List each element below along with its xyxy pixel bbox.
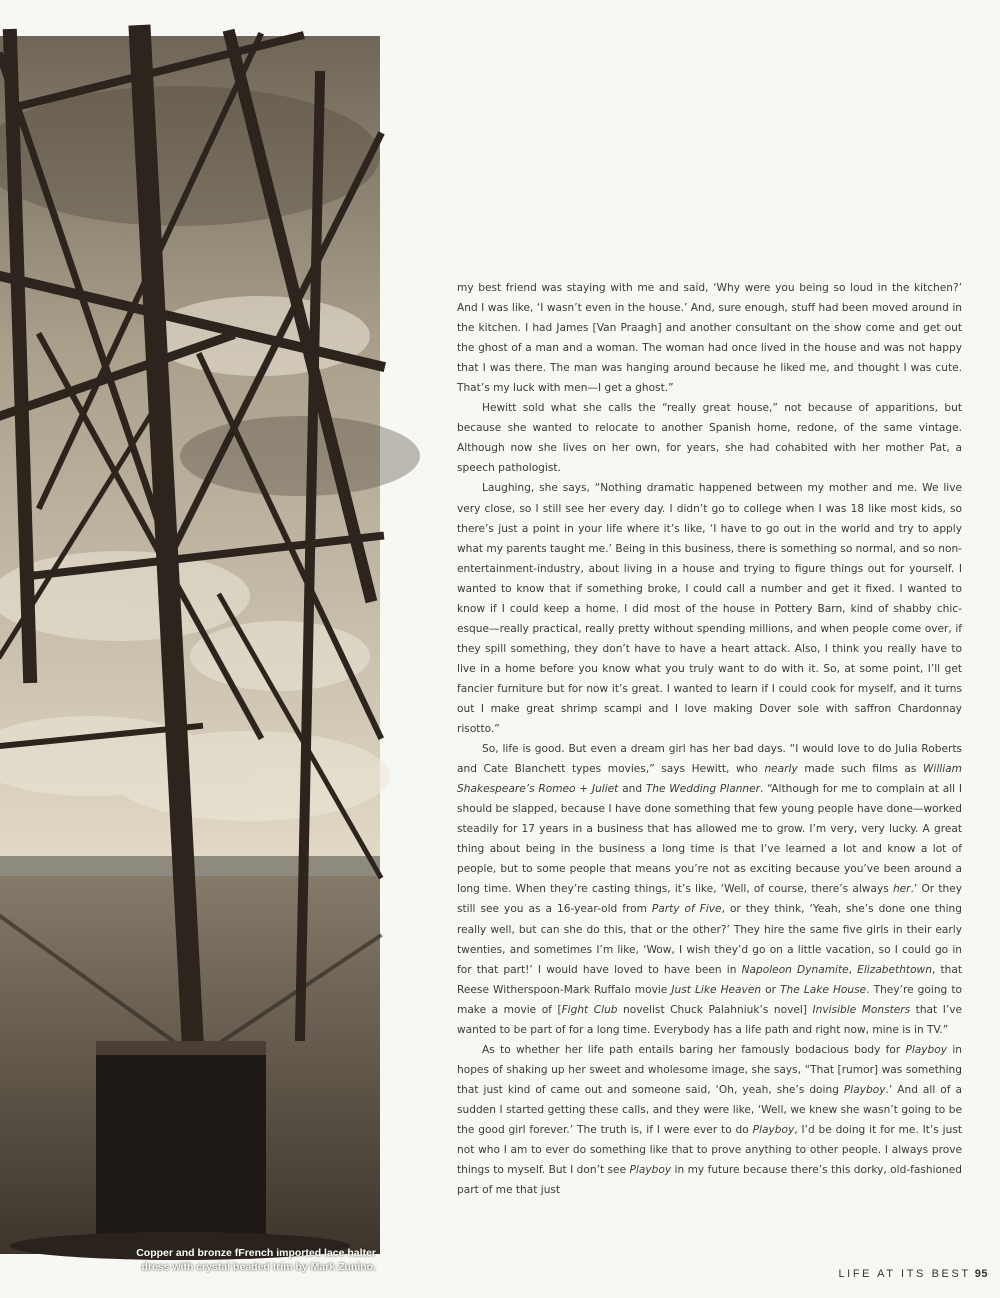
paragraph: my best friend was staying with me and said, ‘Why were you being so loud in the kitchen?’ And I was like, ‘I wasn’t even in the house.’ And, sure enough, stuff had been moved around in the kitchen. I had James [Van Praagh] and another consultant on the show come and get out the ghost of a man and a woman. The woman had once lived in the house and was not happy that I was there. The man was hanging around because he liked me, and thought I was cute. That’s my luck with men—I get a ghost.” [457,282,962,395]
caption-line-1: Copper and bronze fFrench imported lace halter [136,1247,376,1259]
paragraph: As to whether her life path entails baring her famously bodacious body for Playboy in hopes of shaking up her sweet and wholesome image, she says, “That [rumor] was something that just kind of came out and someone said, ‘Oh, yeah, she’s doing Playboy.’ And all of a sudden I started getting these calls, and they were like, ‘Well, we knew she wasn’t going to be the good girl forever.’ The truth is, if I were ever to do Playboy, I’d be doing it for me. It’s just not who I am to ever do something like that to prove anything to other people. I always prove things to myself. But I don’t see Playboy in my future because there’s this dorky, old-fashioned part of me that just [457,1043,962,1197]
photo [0,36,380,1273]
article-body [457,278,962,1200]
photo-caption [94,1246,376,1274]
paragraph: Hewitt sold what she calls the “really great house,” not because of apparitions, but because she wanted to relocate to another Spanish home, redone, of the same vintage. Although now she lives on her own, for years, she had cohabited with her mother Pat, a speech pathologist. [457,402,962,475]
paragraph: Laughing, she says, “Nothing dramatic happened between my mother and me. We live very close, so I still see her every day. I didn’t go to college when I was 18 like most kids, so there’s just a point in your life where it’s like, ‘I have to go out in the world and try to apply what my parents taught me.’ Being in this business, there is something so normal, and so non-entertainment-industry, about living in a house and trying to figure things out for yourself. I wanted to know that if something broke, I could call a number and get it fixed. I wanted to know if I could keep a home. I did most of the house in Pottery Barn, kind of shabby chic-esque—really practical, really pretty without spending millions, and when people come over, if they spill something, they don’t have to have a heart attack. Also, I think you really have to live in a home before you know what you truly want to do with it. So, at some point, I’ll get fancier furniture but for now it’s great. I wanted to learn if I could cook for myself, and it turns out I make great shrimp scampi and I love making Dover sole with saffron Chardonnay risotto.” [457,482,962,736]
paragraph: So, life is good. But even a dream girl has her bad days. “I would love to do Julia Roberts and Cate Blanchett types movies,” says Hewitt, who nearly made such films as William Shakespeare’s Romeo + Juliet and The Wedding Planner. “Although for me to complain at all I should be slapped, because I have done something that few young people have done—worked steadily for 17 years in a business that has allowed me to grow. I’m very, very lucky. A great thing about being in the business a long time is that I’ve learned a lot and know a lot of people, but to some people that means you’re not as exciting because you’ve been around a long time. When they’re casting things, it’s like, ‘Well, of course, there’s always her.’ Or they still see you as a 16-year-old from Party of Five, or they think, ‘Yeah, she’s done one thing really well, but can she do this, that or the other?’ They hire the same five girls in their early twenties, and sometimes I’m like, ‘Wow, I wish they’d go on a little vacation, so I could go in for that part!’ I would have loved to have been in Napoleon Dynamite, Elizabethtown, that Reese Witherspoon-Mark Ruffalo movie Just Like Heaven or The Lake House. They’re going to make a movie of [Fight Club novelist Chuck Palahniuk’s novel] Invisible Monsters that I’ve wanted to be part of for a long time. Everybody has a life path and right now, mine is in TV.” [457,743,963,1036]
section-title: LIFE AT ITS BEST [838,1268,971,1280]
page-number: 95 [974,1268,988,1280]
photo-steel-tower [0,36,380,1254]
caption-line-2: dress with crystal beaded trim by Mark Zunino. [141,1261,376,1273]
page-footer [838,1268,988,1280]
